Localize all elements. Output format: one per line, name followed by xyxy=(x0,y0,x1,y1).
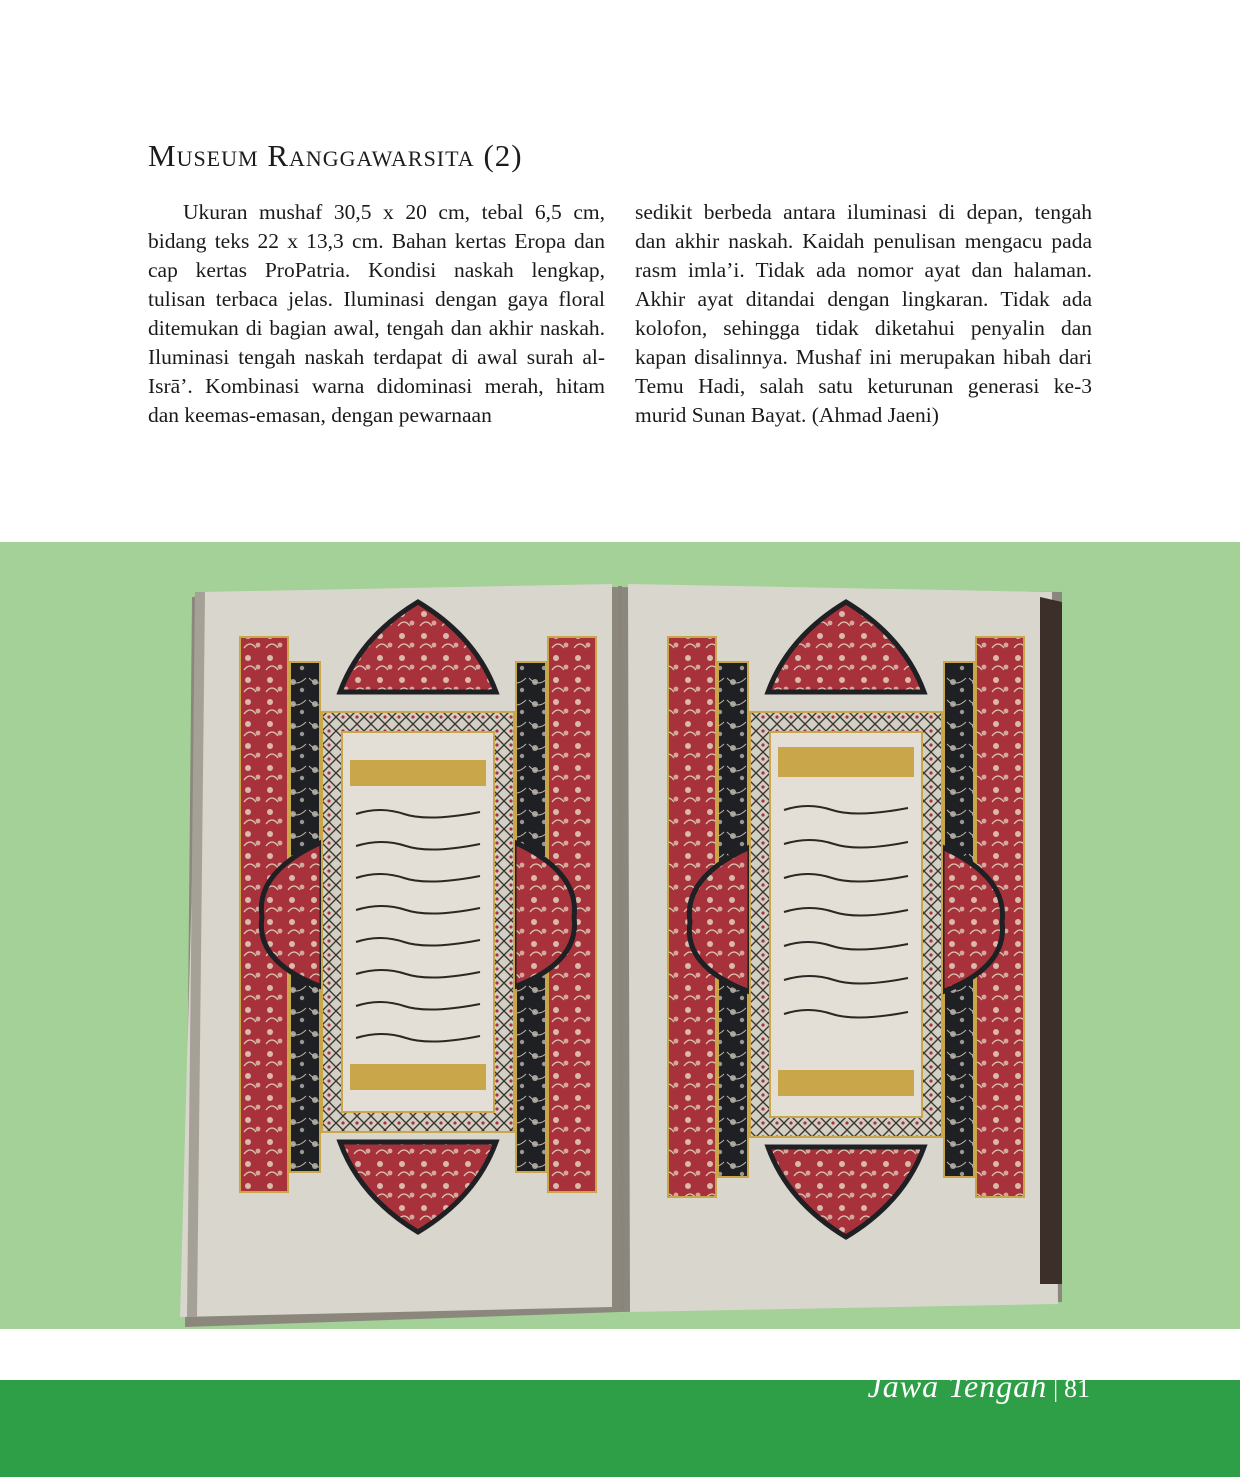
manuscript-photo xyxy=(0,542,1240,1329)
footer-label xyxy=(868,1368,1090,1404)
page-number: 81 xyxy=(1064,1374,1090,1403)
manuscript-photo-band xyxy=(0,542,1240,1329)
footer-separator: | xyxy=(1053,1377,1058,1403)
paragraph-left: Ukuran mushaf 30,5 x 20 cm, tebal 6,5 cm, bidang teks 22 x 13,3 cm. Bahan kertas Eropa dan cap kertas ProPatria. Kondisi naskah lengkap, tulisan terbaca jelas. Iluminasi dengan gaya floral ditemukan di bagian awal, tengah dan akhir naskah. Iluminasi tengah naskah terdapat di awal surah al-Isrā’. Kombinasi warna didominasi merah, hitam dan keemas-emasan, dengan pewarnaan xyxy=(148,200,605,427)
page-title: Museum Ranggawarsita (2) xyxy=(148,138,523,173)
paragraph-right: sedikit berbeda antara iluminasi di depan, tengah dan akhir naskah. Kaidah penulisan mengacu pada rasm imla’i. Tidak ada nomor ayat dan halaman. Akhir ayat ditandai dengan lingkaran. Tidak ada kolofon, sehingga tidak diketahui penyalin dan kapan disalinnya. Mushaf ini merupakan hibah dari Temu Hadi, salah satu keturunan generasi ke-3 murid Sunan Bayat. (Ahmad Jaeni) xyxy=(635,200,1092,427)
footer-region: Jawa Tengah xyxy=(867,1368,1048,1404)
